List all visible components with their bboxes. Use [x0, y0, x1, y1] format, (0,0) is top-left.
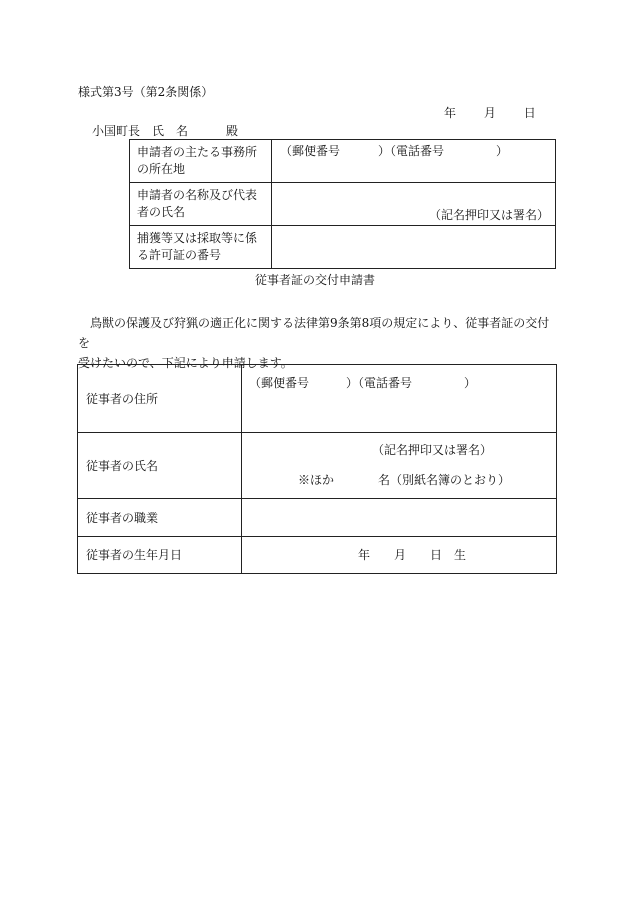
applicant-office-label: 申請者の主たる事務所の所在地 [130, 140, 272, 183]
permit-number-row [130, 226, 556, 269]
worker-address-label: 従事者の住所 [78, 365, 242, 433]
born-label: 生 [454, 548, 467, 562]
recipient: 小国町長 [92, 124, 141, 138]
applicant-name-label: 申請者の名称及び代表者の氏名 [130, 183, 272, 226]
phone-close-paren: ） [496, 144, 509, 158]
worker-occupation-row [78, 499, 557, 537]
addressee-line [92, 125, 238, 137]
body-text-line-2: 受けたいので、下記により申請します。 [78, 356, 293, 370]
applicant-office-row [130, 140, 556, 183]
worker-phone-close-paren: ） [464, 376, 477, 390]
postal-code-label: （郵便番号 [280, 144, 341, 158]
worker-name-field[interactable] [242, 433, 557, 499]
worker-birthdate-label: 従事者の生年月日 [78, 537, 242, 574]
year-label: 年 [444, 106, 457, 120]
others-roster-note: 名（別紙名簿のとおり） [378, 473, 511, 487]
others-prefix: ※ほか [298, 473, 335, 487]
worker-occupation-label: 従事者の職業 [78, 499, 242, 537]
permit-number-field[interactable] [272, 226, 556, 269]
birth-month-label: 月 [394, 548, 407, 562]
worker-birthdate-field[interactable] [242, 537, 557, 574]
worker-seal-note: （記名押印又は署名） [372, 443, 493, 457]
form-number: 様式第3号（第2条関係） [78, 85, 214, 99]
worker-table [77, 364, 557, 574]
birth-year-label: 年 [358, 548, 371, 562]
applicant-name-field[interactable] [272, 183, 556, 226]
day-label: 日 [523, 106, 536, 120]
body-text-line-1: 鳥獣の保護及び狩猟の適正化に関する法律第9条第8項の規定により、従事者証の交付を [78, 316, 550, 350]
worker-occupation-field[interactable] [242, 499, 557, 537]
phone-number-label: ）（電話番号 [378, 144, 445, 158]
document-title: 従事者証の交付申請書 [254, 273, 375, 287]
applicant-name-row [130, 183, 556, 226]
seal-or-signature-note: （記名押印又は署名） [428, 208, 549, 222]
honorific: 殿 [226, 124, 239, 138]
permit-number-label: 捕獲等又は採取等に係る許可証の番号 [130, 226, 272, 269]
applicant-office-field[interactable] [272, 140, 556, 183]
name-label: 氏 名 [152, 124, 189, 138]
birth-day-label: 日 [430, 548, 443, 562]
worker-birthdate-row [78, 537, 557, 574]
worker-phone-number-label: ）（電話番号 [346, 376, 413, 390]
month-label: 月 [483, 106, 496, 120]
worker-address-field[interactable] [242, 365, 557, 433]
worker-address-row [78, 365, 557, 433]
applicant-table [129, 139, 556, 269]
worker-name-row [78, 433, 557, 499]
date-line [444, 107, 536, 119]
worker-name-label: 従事者の氏名 [78, 433, 242, 499]
worker-postal-code-label: （郵便番号 [249, 376, 310, 390]
